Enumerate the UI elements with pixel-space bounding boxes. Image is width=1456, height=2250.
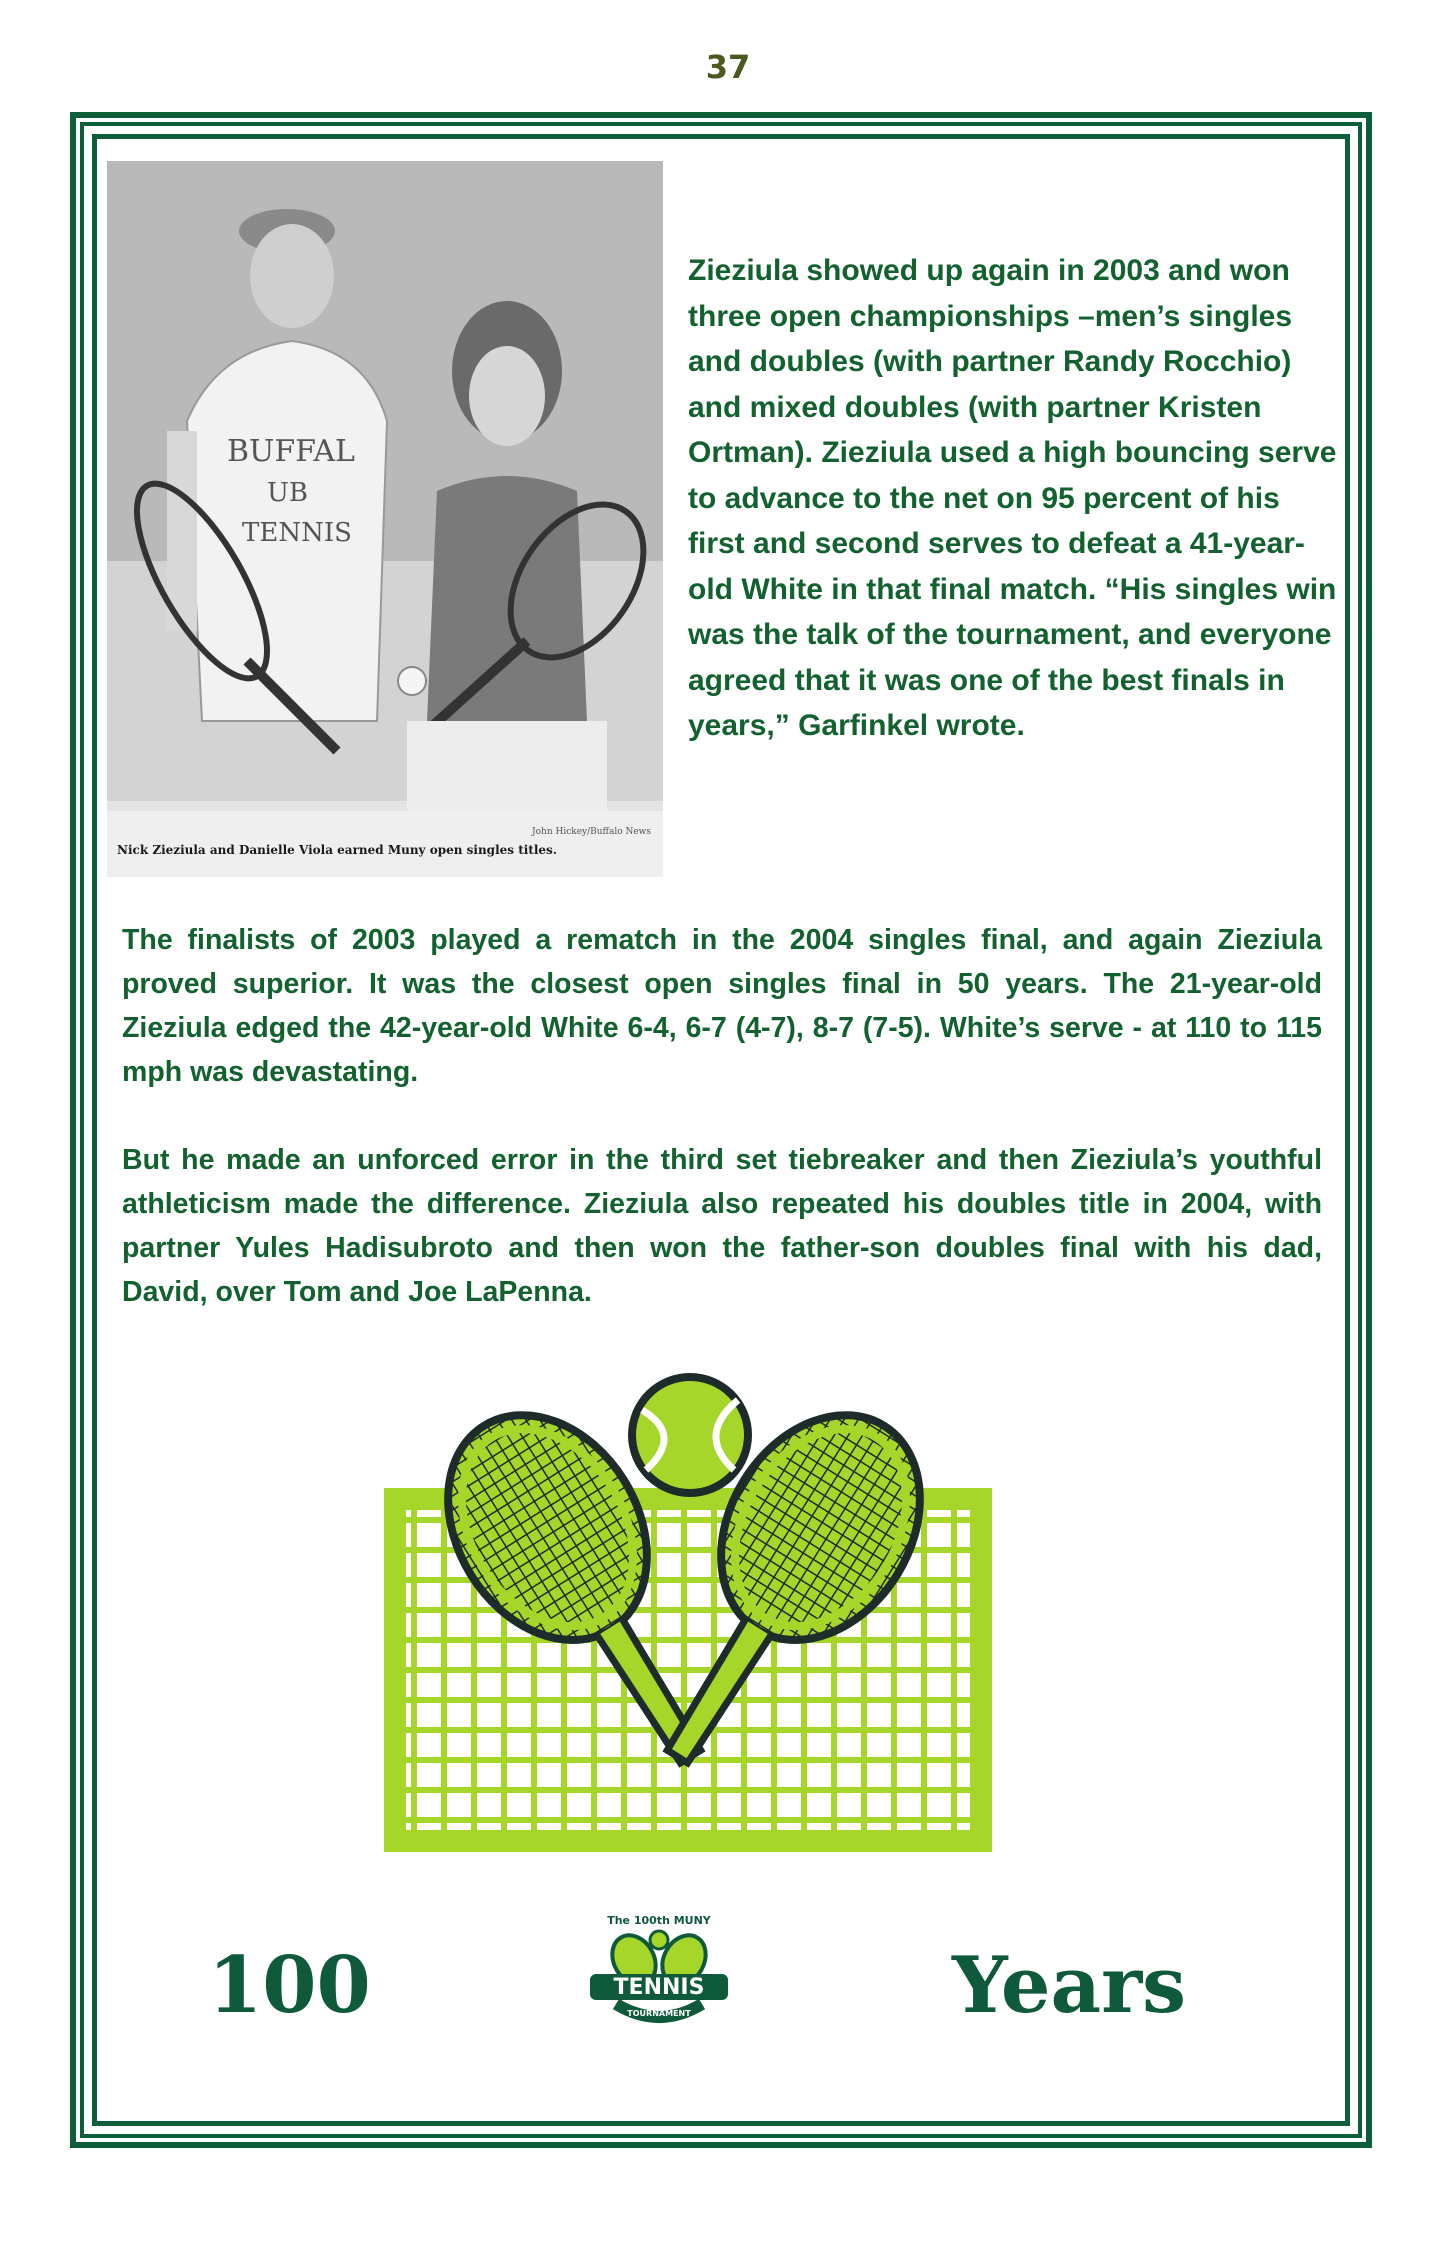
side-paragraph: Zieziula showed up again in 2003 and won three open championships –men’s singles and doubles (with partner Randy Rocchio) and mixed doubles (with partner Kristen Ortman). Zieziula used a high bouncing serve to advance to the net on 95 percent of his first and second serves to defeat a 41-year-old White in that final match. “His singles win was the talk of the tournament, and everyone agreed that it was one of the best finals in years,” Garfinkel wrote. xyxy=(688,254,1337,742)
photo-illustration xyxy=(107,161,663,877)
muny-tennis-logo xyxy=(586,1912,732,2032)
shirt-text-2: UB xyxy=(267,478,309,508)
footer-years: Years xyxy=(952,1940,1187,2031)
paragraph-doubles: But he made an unforced error in the third set tiebreaker and then Zieziula’s youthful athleticism made the difference. Zieziula also repeated his doubles title in 2004, with partner Yules Hadisubroto and then won the father-son doubles final with his dad, David, over Tom and Joe LaPenna. xyxy=(122,1144,1322,1308)
logo-bottom-text: TOURNAMENT xyxy=(627,2009,691,2018)
page-number: 37 xyxy=(705,48,751,86)
photo-credit: John Hickey/Buffalo News xyxy=(532,827,651,837)
newspaper-photo xyxy=(107,161,663,877)
footer-100: 100 xyxy=(208,1940,371,2031)
tennis-net-rackets-illustration xyxy=(384,1370,992,1852)
logo-top-text: The 100th MUNY xyxy=(607,1914,711,1927)
logo-main-text: TENNIS xyxy=(613,1975,705,2000)
shirt-text-3: TENNIS xyxy=(242,518,352,548)
paragraph-2004-final: The finalists of 2003 played a rematch in the 2004 singles final, and again Zieziula proved superior. It was the closest open singles final in 50 years. The 21-year-old Zieziula edged the 42-year-old White 6-4, 6-7 (4-7), 8-7 (7-5). White’s serve - at 110 to 115 mph was devastating. xyxy=(122,924,1322,1088)
photo-caption: Nick Zieziula and Danielle Viola earned Muny open singles titles. xyxy=(117,843,557,857)
tennis-ball-icon xyxy=(632,1377,748,1493)
shirt-text-1: BUFFAL xyxy=(227,434,355,469)
